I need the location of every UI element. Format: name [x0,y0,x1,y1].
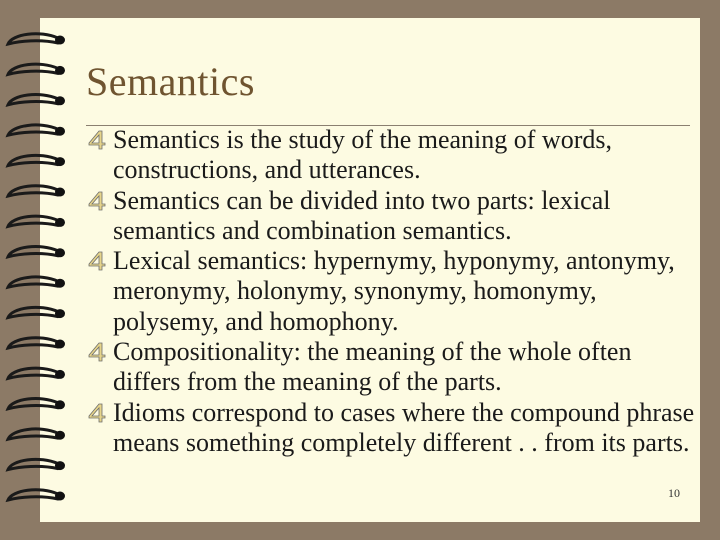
binding-ring [8,399,58,409]
binding-ring [8,368,58,378]
slide-number: 10 [668,486,680,500]
numeral-4-bullet-icon [86,250,108,272]
binding-hole [55,492,65,501]
binding-hole [55,127,65,136]
binding-ring [8,459,58,469]
binding-hole [55,279,65,288]
binding-ring [8,186,58,196]
numeral-4-bullet-icon [86,129,108,151]
binding-hole [55,188,65,197]
binding-hole [55,66,65,75]
binding-hole [55,370,65,379]
binding-ring [8,247,58,257]
binding-ring [8,95,58,105]
bullet-text: Semantics can be divided into two parts: lexical semantics and combination semantics. [113,185,611,245]
binding-hole [55,431,65,440]
binding-ring [8,125,58,135]
binding-ring [8,155,58,165]
bullet-item [86,246,696,337]
bullet-text: Lexical semantics: hypernymy, hyponymy, antonymy, meronymy, holonymy, synonymy, homonymy, polysemy, and homophony. [113,246,675,336]
binding-ring [8,490,58,500]
binding-ring [8,277,58,287]
binding-hole [55,461,65,470]
bullet-list [86,125,696,458]
bullet-item [86,337,696,398]
binding-hole [55,400,65,409]
binding-ring [8,64,58,74]
spiral-binding-icon [0,0,80,540]
bullet-text: Idioms correspond to cases where the compound phrase means something completely different . . from its parts. [113,397,695,457]
bullet-text: Compositionality: the meaning of the whole often differs from the meaning of the parts. [113,337,632,397]
binding-hole [55,96,65,105]
binding-ring [8,307,58,317]
binding-hole [55,248,65,257]
binding-hole [55,157,65,166]
binding-hole [55,218,65,227]
binding-ring [8,34,58,44]
binding-ring [8,216,58,226]
binding-hole [55,309,65,318]
numeral-4-bullet-icon [86,402,108,424]
binding-hole [55,36,65,45]
bullet-item [86,125,696,186]
slide-title: Semantics [86,59,255,104]
bullet-text: Semantics is the study of the meaning of words, constructions, and utterances. [113,125,612,185]
numeral-4-bullet-icon [86,341,108,363]
binding-ring [8,429,58,439]
bullet-item [86,186,696,247]
binding-ring [8,338,58,348]
bullet-item [86,398,696,459]
binding-hole [55,340,65,349]
numeral-4-bullet-icon [86,190,108,212]
